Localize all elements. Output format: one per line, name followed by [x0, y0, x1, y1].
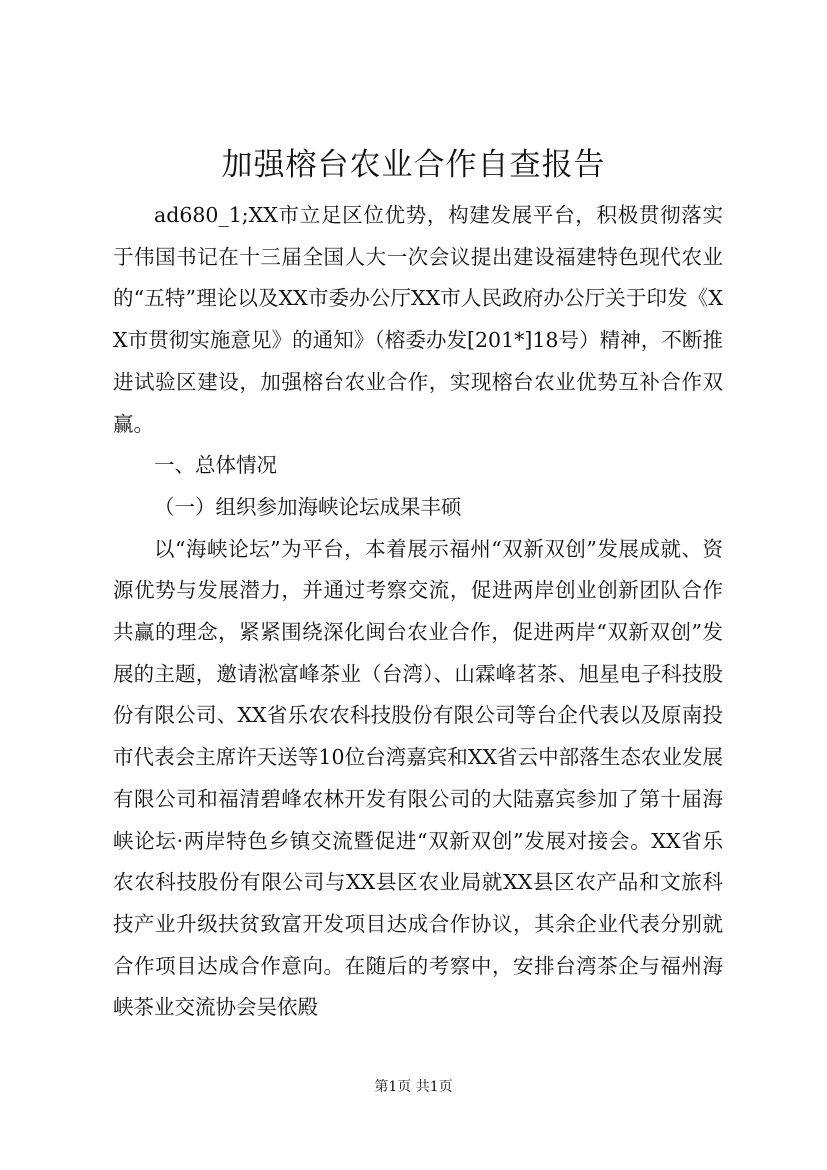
body-paragraph: 以“海峡论坛”为平台，本着展示福州“双新双创”发展成就、资源优势与发展潜力，并通过考察交流，促进两岸创业创新团队合作共赢的理念，紧紧围绕深化闽台农业合作，促进两岸“双新双创”发展的主题，邀请淞富峰茶业（台湾）、山霖峰茗茶、旭星电子科技股份有限公司、XX省乐农农科技股份有限公司等台企代表以及原南投市代表会主席许天送等10位台湾嘉宾和XX省云中部落生态农业发展有限公司和福清碧峰农林开发有限公司的大陆嘉宾参加了第十届海峡论坛·两岸特色乡镇交流暨促进“双新双创”发展对接会。XX省乐农农科技股份有限公司与XX县区农业局就XX县区农产品和文旅科技产业升级扶贫致富开发项目达成合作协议，其余企业代表分别就合作项目达成合作意向。在随后的考察中，安排台湾茶企与福州海峡茶业交流协会吴依殿 — [113, 536, 723, 1020]
subsection-heading: （一）组织参加海峡论坛成果丰硕 — [154, 494, 462, 519]
document-title: 加强榕台农业合作自查报告 — [221, 147, 606, 183]
section-heading: 一、总体情况 — [154, 453, 277, 478]
page-footer: 第1页 共1页 — [374, 1079, 453, 1095]
document-body — [113, 195, 723, 1029]
intro-paragraph: ad680_1;XX市立足区位优势，构建发展平台，积极贯彻落实于伟国书记在十三届全国人大一次会议提出建设福建特色现代农业的“五特”理论以及XX市委办公厅XX市人民政府办公厅关于印发《XX市贯彻实施意见》的通知》（榕委办发[201*]18号）精神，不断推进试验区建设，加强榕台农业合作，实现榕台农业优势互补合作双赢。 — [113, 203, 723, 436]
